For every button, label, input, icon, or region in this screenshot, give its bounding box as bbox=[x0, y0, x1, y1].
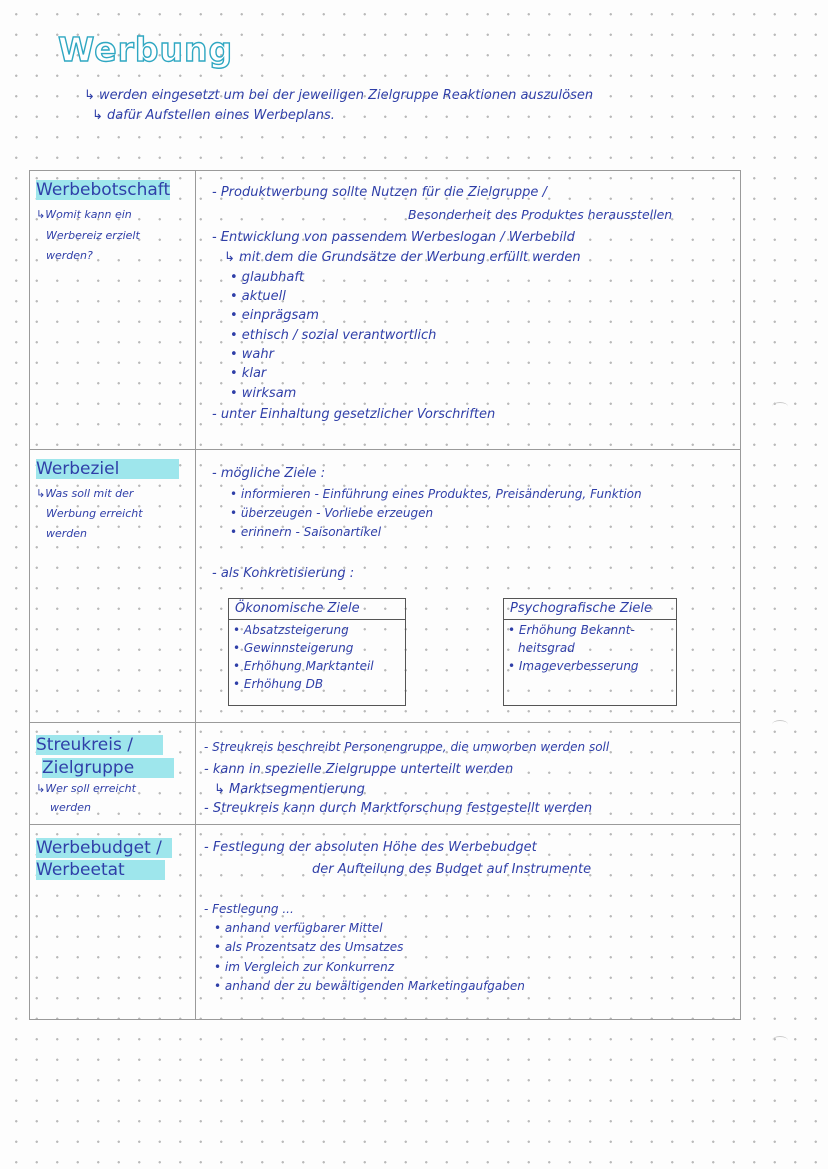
list-item: heitsgrad bbox=[518, 641, 575, 655]
list-item: • Erhöhung DB bbox=[233, 677, 324, 691]
row-divider bbox=[29, 449, 741, 450]
list-item: • Erhöhung Marktanteil bbox=[233, 659, 374, 673]
binder-hole bbox=[772, 1036, 788, 1045]
box-title: Ökonomische Ziele bbox=[229, 599, 405, 620]
heading-werbeetat: Werbeetat bbox=[36, 860, 165, 880]
page-title: Werbung bbox=[58, 30, 234, 69]
notes-table bbox=[29, 170, 741, 1020]
list-item: • Absatzsteigerung bbox=[233, 623, 349, 637]
list-item: • informieren - Einführung eines Produktes, Preisänderung, Funktion bbox=[230, 487, 642, 501]
box-title: Psychografische Ziele bbox=[504, 599, 676, 620]
question-line: ↳Womit kann ein bbox=[36, 208, 132, 221]
list-item: • wirksam bbox=[230, 386, 297, 401]
list-item: • anhand verfügbarer Mittel bbox=[214, 921, 383, 935]
text-line: - Streukreis beschreibt Personengruppe, die umworben werden soll bbox=[204, 740, 610, 754]
row-divider bbox=[29, 722, 741, 723]
oekonomische-ziele-box bbox=[228, 598, 406, 706]
text-line: der Aufteilung des Budget auf Instrumente bbox=[312, 862, 592, 877]
text-line: ↳ Marktsegmentierung bbox=[214, 782, 365, 797]
text-line: - als Konkretisierung : bbox=[212, 566, 355, 581]
intro-line-2: ↳ dafür Aufstellen eines Werbeplans. bbox=[92, 108, 335, 123]
text-line: - Streukreis kann durch Marktforschung festgestellt werden bbox=[204, 801, 593, 816]
list-item: • im Vergleich zur Konkurrenz bbox=[214, 960, 394, 974]
heading-werbebotschaft: Werbebotschaft bbox=[36, 180, 171, 200]
text-line: Besonderheit des Produktes herausstellen bbox=[408, 207, 673, 222]
question-line: Werbereiz erzielt bbox=[46, 229, 140, 242]
list-item: • klar bbox=[230, 366, 267, 381]
psychografische-ziele-box bbox=[503, 598, 677, 706]
intro-line-1: ↳ werden eingesetzt um bei der jeweiligen Zielgruppe Reaktionen auszulösen bbox=[84, 88, 594, 103]
list-item: • überzeugen - Vorliebe erzeugen bbox=[230, 506, 434, 520]
column-divider bbox=[195, 170, 196, 1020]
text-line: - unter Einhaltung gesetzlicher Vorschriften bbox=[212, 407, 496, 422]
binder-hole bbox=[772, 402, 788, 411]
list-item: • erinnern - Saisonartikel bbox=[230, 525, 382, 539]
question-line: ↳Wer soll erreicht bbox=[36, 782, 136, 795]
list-item: • Imageverbesserung bbox=[508, 659, 639, 673]
text-line: - Festlegung ... bbox=[204, 902, 294, 916]
heading-werbeziel: Werbeziel bbox=[36, 459, 179, 479]
question-line: Werbung erreicht bbox=[46, 507, 143, 520]
list-item: • wahr bbox=[230, 347, 274, 362]
question-line: werden bbox=[46, 527, 88, 540]
list-item: • als Prozentsatz des Umsatzes bbox=[214, 940, 404, 954]
question-line: werden bbox=[50, 801, 92, 814]
list-item: • aktuell bbox=[230, 289, 286, 304]
list-item: • glaubhaft bbox=[230, 270, 305, 285]
list-item: • anhand der zu bewältigenden Marketingaufgaben bbox=[214, 979, 525, 993]
heading-zielgruppe: Zielgruppe bbox=[42, 758, 174, 778]
binder-hole bbox=[772, 720, 788, 729]
text-line: - Festlegung der absoluten Höhe des Werbebudget bbox=[204, 840, 537, 855]
text-line: ↳ mit dem die Grundsätze der Werbung erfüllt werden bbox=[224, 250, 581, 265]
question-line: ↳Was soll mit der bbox=[36, 487, 134, 500]
question-line: werden? bbox=[46, 249, 93, 262]
heading-werbebudget: Werbebudget / bbox=[36, 838, 172, 858]
list-item: • ethisch / sozial verantwortlich bbox=[230, 328, 437, 343]
text-line: - Produktwerbung sollte Nutzen für die Zielgruppe / bbox=[212, 185, 547, 200]
text-line: - kann in spezielle Zielgruppe unterteilt werden bbox=[204, 762, 514, 777]
heading-streukreis: Streukreis / bbox=[36, 735, 163, 755]
list-item: • Gewinnsteigerung bbox=[233, 641, 354, 655]
text-line: - mögliche Ziele : bbox=[212, 466, 326, 481]
list-item: • Erhöhung Bekannt- bbox=[508, 623, 635, 637]
text-line: - Entwicklung von passendem Werbeslogan / Werbebild bbox=[212, 230, 575, 245]
list-item: • einprägsam bbox=[230, 308, 319, 323]
row-divider bbox=[29, 824, 741, 825]
